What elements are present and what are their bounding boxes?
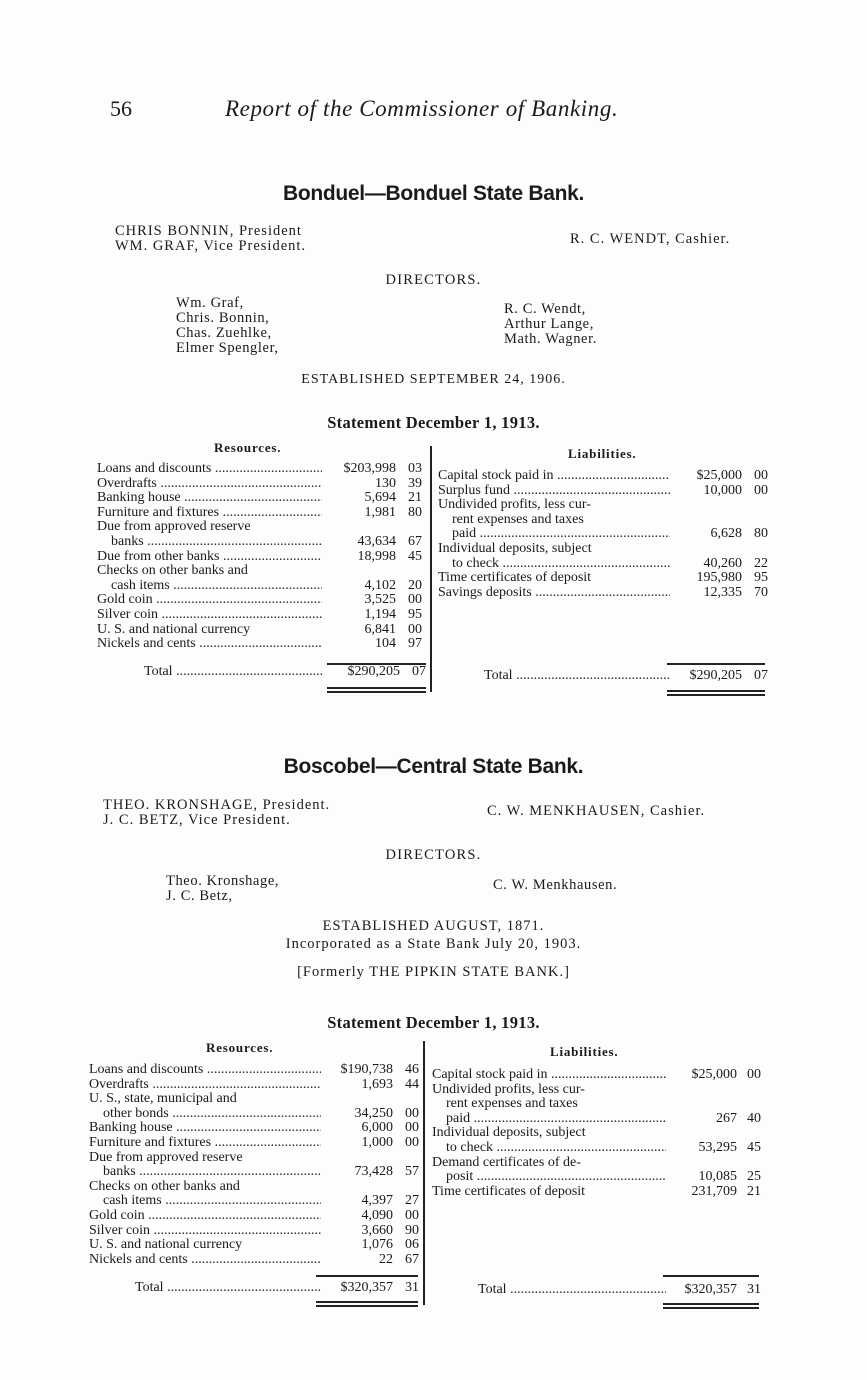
- ledger-label: Undivided profits, less cur-: [438, 498, 591, 513]
- ledger-cents: 00: [754, 482, 768, 498]
- ledger-dollars: [670, 542, 742, 557]
- ledger-cents: 20: [408, 577, 422, 593]
- total-label: Total .....: [432, 1282, 666, 1298]
- ledger-row: [89, 1107, 419, 1122]
- ledger-label: Overdrafts .....: [97, 477, 322, 492]
- ledger-cents: [742, 498, 768, 513]
- ledger-row: [432, 1141, 762, 1156]
- ledger-label: Overdrafts .....: [89, 1078, 321, 1093]
- ledger-label: Silver coin .....: [89, 1224, 321, 1239]
- statement-heading: Statement December 1, 1913.: [327, 1013, 540, 1032]
- ledger-cents: 00: [408, 592, 422, 608]
- ledger-dollars: 6,628: [710, 526, 742, 542]
- ledger-cents: 00: [405, 1105, 419, 1121]
- ledger-row: [89, 1151, 419, 1166]
- ledger-row: [432, 1185, 762, 1200]
- ledger-row: [97, 623, 427, 638]
- ledger-label: Savings deposits .....: [438, 586, 670, 601]
- ledger-cents: 70: [754, 584, 768, 600]
- officer-president: CHRIS BONNIN, President: [115, 223, 302, 239]
- ledger-row: [432, 1170, 762, 1185]
- ledger-dollars: 1,693: [361, 1076, 393, 1092]
- ledger-cents: [393, 1151, 419, 1166]
- ledger-cents: 95: [408, 606, 422, 622]
- ledger-row: [89, 1180, 419, 1195]
- ledger-label: Individual deposits, subject: [438, 541, 592, 556]
- ledger-label: Due from approved reserve: [89, 1150, 243, 1165]
- ledger-row: [438, 586, 768, 601]
- ledger-label: rent expenses and taxes: [452, 512, 584, 527]
- ledger-cents: 67: [405, 1251, 419, 1267]
- total-dollars: $320,357: [340, 1280, 393, 1295]
- ledger-row: [89, 1238, 419, 1253]
- statement-heading: Statement December 1, 1913.: [327, 413, 540, 432]
- ledger-dollars: 18,998: [357, 548, 396, 564]
- ledger-dollars: 1,000: [361, 1134, 393, 1150]
- ledger-label: Gold coin .....: [89, 1209, 321, 1224]
- ledger-row: [438, 542, 768, 557]
- director-name: Chris. Bonnin,: [176, 310, 270, 326]
- directors-heading: DIRECTORS.: [385, 847, 482, 863]
- ledger-row: [89, 1253, 419, 1268]
- total-cents: 31: [405, 1280, 419, 1295]
- resources-total-row: [97, 664, 427, 680]
- ledger-label: cash items .....: [89, 1194, 321, 1209]
- ledger-cents: 00: [405, 1207, 419, 1223]
- ledger-cents: [742, 513, 768, 528]
- ledger-dollars: 1,981: [364, 504, 396, 520]
- ledger-label: Time certificates of deposit: [432, 1184, 586, 1199]
- ledger-cents: 00: [754, 468, 768, 483]
- ledger-cents: 03: [408, 461, 422, 476]
- ledger-label: Checks on other banks and: [97, 564, 248, 579]
- director-name: Math. Wagner.: [504, 331, 597, 347]
- ledger-row: [89, 1136, 419, 1151]
- ledger-label: Furniture and fixtures .....: [89, 1136, 321, 1151]
- ledger-row: [97, 462, 427, 477]
- ledger-label: Capital stock paid in .....: [432, 1068, 666, 1083]
- liabilities-total-row: [432, 1282, 762, 1298]
- ledger-dollars: 73,428: [354, 1164, 393, 1180]
- ledger-row: [89, 1092, 419, 1107]
- ledger-dollars: $203,998: [343, 461, 396, 476]
- ledger-cents: [737, 1097, 761, 1112]
- ledger-dollars: [321, 1180, 393, 1195]
- liabilities-list: [438, 469, 768, 600]
- ledger-row: [97, 550, 427, 565]
- ledger-cents: 97: [408, 636, 422, 652]
- ledger-dollars: [322, 520, 396, 535]
- ledger-dollars: 4,102: [364, 577, 396, 593]
- ledger-dollars: [321, 1092, 393, 1107]
- ledger-row: [97, 564, 427, 579]
- ledger-dollars: 34,250: [354, 1105, 393, 1121]
- double-rule: [667, 694, 765, 696]
- ledger-cents: [396, 520, 422, 535]
- established-line: ESTABLISHED AUGUST, 1871.: [322, 918, 545, 934]
- formerly-line: [Formerly THE PIPKIN STATE BANK.]: [297, 964, 570, 980]
- ledger-cents: 25: [747, 1169, 761, 1185]
- ledger-row: [97, 520, 427, 535]
- ledger-row: [438, 513, 768, 528]
- total-cents: 07: [754, 668, 768, 683]
- ledger-dollars: 104: [375, 636, 396, 652]
- ledger-dollars: 5,694: [364, 490, 396, 506]
- total-dollars: $290,205: [347, 664, 400, 679]
- ledger-dollars: 6,841: [364, 621, 396, 637]
- ledger-row: [89, 1194, 419, 1209]
- ledger-cents: 80: [754, 526, 768, 542]
- officer-vice-president: WM. GRAF, Vice President.: [115, 238, 307, 254]
- ledger-label: Checks on other banks and: [89, 1179, 240, 1194]
- ledger-cents: 00: [405, 1134, 419, 1150]
- ledger-dollars: 1,076: [361, 1237, 393, 1253]
- resources-heading: Resources.: [214, 440, 282, 455]
- directors-left: [176, 296, 279, 356]
- ledger-row: [432, 1112, 762, 1127]
- director-name: C. W. Menkhausen.: [493, 877, 618, 893]
- double-rule: [663, 1303, 759, 1305]
- double-rule: [663, 1307, 759, 1309]
- total-label: Total .....: [89, 1280, 321, 1296]
- ledger-dollars: $190,738: [340, 1062, 393, 1077]
- ledger-cents: 00: [747, 1067, 761, 1082]
- director-name: Wm. Graf,: [176, 295, 244, 311]
- ledger-dollars: 1,194: [364, 606, 396, 622]
- ledger-cents: 80: [408, 504, 422, 520]
- director-name: R. C. Wendt,: [504, 301, 586, 317]
- ledger-label: to check .....: [432, 1141, 666, 1156]
- ledger-row: [89, 1209, 419, 1224]
- directors-heading: DIRECTORS.: [385, 272, 482, 288]
- ledger-cents: 45: [408, 548, 422, 564]
- ledger-label: to check .....: [438, 557, 670, 572]
- director-name: Elmer Spengler,: [176, 340, 279, 356]
- ledger-dollars: 4,397: [361, 1193, 393, 1209]
- ledger-label: U. S. and national currency: [97, 622, 251, 637]
- ledger-label: Banking house .....: [89, 1121, 321, 1136]
- double-rule: [327, 687, 426, 689]
- ledger-row: [438, 484, 768, 499]
- ledger-label: Time certificates of deposit: [438, 571, 592, 586]
- ledger-dollars: [322, 564, 396, 579]
- ledger-row: [89, 1165, 419, 1180]
- ledger-dollars: [670, 513, 742, 528]
- ledger-label: Furniture and fixtures .....: [97, 506, 322, 521]
- ledger-label: paid .....: [438, 527, 670, 542]
- ledger-dollars: 4,090: [361, 1207, 393, 1223]
- ledger-label: Due from approved reserve: [97, 520, 251, 535]
- ledger-label: Loans and discounts .....: [97, 462, 322, 477]
- ledger-cents: 06: [405, 1237, 419, 1253]
- resources-list: [89, 1063, 419, 1267]
- ledger-dollars: 12,335: [703, 584, 742, 600]
- ledger-dollars: 130: [375, 475, 396, 491]
- ledger-label: banks .....: [97, 535, 322, 550]
- ledger-row: [438, 498, 768, 513]
- ledger-label: banks .....: [89, 1165, 321, 1180]
- ledger-row: [432, 1097, 762, 1112]
- ledger-dollars: 40,260: [703, 555, 742, 571]
- ledger-dollars: 267: [716, 1110, 737, 1126]
- ledger-cents: 00: [405, 1120, 419, 1136]
- ledger-label: posit .....: [432, 1170, 666, 1185]
- ledger-label: Due from other banks .....: [97, 550, 322, 565]
- ledger-cents: 90: [405, 1222, 419, 1238]
- ledger-row: [89, 1224, 419, 1239]
- ledger-dollars: 43,634: [357, 533, 396, 549]
- ledger-cents: 27: [405, 1193, 419, 1209]
- total-label: Total .....: [438, 668, 670, 684]
- ledger-cents: 39: [408, 475, 422, 491]
- ledger-dollars: [666, 1083, 737, 1098]
- ledger-row: [97, 477, 427, 492]
- ledger-cents: 67: [408, 533, 422, 549]
- ledger-row: [438, 469, 768, 484]
- ledger-dollars: 195,980: [696, 570, 742, 586]
- ledger-dollars: [321, 1151, 393, 1166]
- director-name: Theo. Kronshage,: [166, 873, 280, 889]
- ledger-dollars: [666, 1156, 737, 1171]
- ledger-dollars: 6,000: [361, 1120, 393, 1136]
- page-number: 56: [110, 96, 132, 121]
- ledger-cents: [737, 1156, 761, 1171]
- ledger-label: Demand certificates of de-: [432, 1155, 581, 1170]
- liabilities-heading: Liabilities.: [568, 446, 637, 461]
- ledger-cents: 22: [754, 555, 768, 571]
- double-rule: [316, 1305, 418, 1307]
- ledger-row: [97, 535, 427, 550]
- ledger-row: [97, 506, 427, 521]
- bank-title-boscobel: Boscobel—Central State Bank.: [283, 755, 584, 778]
- sum-rule: [663, 1275, 759, 1277]
- ledger-dollars: [666, 1097, 737, 1112]
- resources-list: [97, 462, 427, 652]
- ledger-row: [97, 579, 427, 594]
- ledger-label: Loans and discounts .....: [89, 1063, 321, 1078]
- ledger-label: other bonds .....: [89, 1107, 321, 1122]
- directors-right: [493, 878, 617, 893]
- ledger-row: [97, 608, 427, 623]
- total-dollars: $320,357: [684, 1282, 737, 1297]
- liabilities-heading: Liabilities.: [550, 1044, 619, 1059]
- ledger-label: paid .....: [432, 1112, 666, 1127]
- ledger-dollars: 10,085: [698, 1169, 737, 1185]
- officer-cashier: R. C. WENDT, Cashier.: [570, 231, 731, 247]
- ledger-label: Nickels and cents .....: [89, 1253, 321, 1268]
- ledger-cents: 21: [747, 1183, 761, 1199]
- ledger-cents: [737, 1083, 761, 1098]
- resources-total-row: [89, 1280, 419, 1296]
- ledger-row: [432, 1156, 762, 1171]
- running-head: Report of the Commissioner of Banking.: [225, 96, 619, 121]
- ledger-label: U. S., state, municipal and: [89, 1092, 237, 1107]
- ledger-label: Banking house .....: [97, 491, 322, 506]
- ledger-cents: 40: [747, 1110, 761, 1126]
- ledger-cents: 95: [754, 570, 768, 586]
- ledger-dollars: 231,709: [691, 1183, 737, 1199]
- ledger-label: Silver coin .....: [97, 608, 322, 623]
- incorporated-line: Incorporated as a State Bank July 20, 1903.: [285, 936, 582, 952]
- ledger-cents: [742, 542, 768, 557]
- double-rule: [316, 1301, 418, 1303]
- ledger-cents: 46: [405, 1062, 419, 1077]
- established-line: ESTABLISHED SEPTEMBER 24, 1906.: [301, 372, 566, 387]
- ledger-label: Gold coin .....: [97, 593, 322, 608]
- ledger-cents: 57: [405, 1164, 419, 1180]
- total-dollars: $290,205: [689, 668, 742, 683]
- column-divider: [430, 446, 432, 692]
- ledger-row: [432, 1068, 762, 1083]
- ledger-cents: 21: [408, 490, 422, 506]
- ledger-row: [432, 1126, 762, 1141]
- ledger-label: U. S. and national currency: [89, 1238, 243, 1253]
- ledger-label: Surplus fund .....: [438, 484, 670, 499]
- officer-president: THEO. KRONSHAGE, President.: [103, 797, 331, 813]
- ledger-label: cash items .....: [97, 579, 322, 594]
- total-cents: 07: [412, 664, 426, 679]
- liabilities-list: [432, 1068, 762, 1199]
- column-divider: [423, 1041, 425, 1305]
- ledger-dollars: 53,295: [698, 1139, 737, 1155]
- ledger-row: [438, 527, 768, 542]
- ledger-cents: [396, 564, 422, 579]
- ledger-label: Individual deposits, subject: [432, 1126, 586, 1141]
- double-rule: [667, 690, 765, 692]
- ledger-cents: 00: [408, 621, 422, 637]
- ledger-dollars: $25,000: [691, 1067, 737, 1082]
- ledger-cents: 44: [405, 1076, 419, 1092]
- ledger-label: Undivided profits, less cur-: [432, 1082, 585, 1097]
- ledger-dollars: [666, 1126, 737, 1141]
- ledger-row: [97, 593, 427, 608]
- ledger-row: [89, 1063, 419, 1078]
- director-name: J. C. Betz,: [166, 888, 233, 904]
- ledger-dollars: 22: [379, 1251, 393, 1267]
- liabilities-total-row: [438, 668, 768, 684]
- officer-cashier: C. W. MENKHAUSEN, Cashier.: [487, 803, 706, 819]
- ledger-dollars: 3,660: [361, 1222, 393, 1238]
- total-cents: 31: [747, 1282, 761, 1297]
- ledger-cents: 45: [747, 1139, 761, 1155]
- double-rule: [327, 691, 426, 693]
- sum-rule: [316, 1275, 418, 1277]
- ledger-dollars: $25,000: [696, 468, 742, 483]
- sum-rule: [667, 663, 765, 665]
- ledger-row: [97, 637, 427, 652]
- officer-vice-president: J. C. BETZ, Vice President.: [103, 812, 291, 828]
- ledger-row: [97, 491, 427, 506]
- ledger-cents: [393, 1180, 419, 1195]
- ledger-label: rent expenses and taxes: [446, 1097, 578, 1112]
- ledger-dollars: 10,000: [703, 482, 742, 498]
- ledger-row: [438, 557, 768, 572]
- ledger-row: [438, 571, 768, 586]
- ledger-dollars: [670, 498, 742, 513]
- bank-title-bonduel: Bonduel—Bonduel State Bank.: [282, 182, 585, 205]
- resources-heading: Resources.: [206, 1040, 274, 1055]
- directors-right: [504, 302, 597, 347]
- ledger-cents: [393, 1092, 419, 1107]
- total-label: Total .....: [97, 664, 322, 680]
- ledger-row: [89, 1121, 419, 1136]
- director-name: Arthur Lange,: [504, 316, 594, 332]
- ledger-cents: [737, 1126, 761, 1141]
- director-name: Chas. Zuehlke,: [176, 325, 272, 341]
- ledger-dollars: 3,525: [364, 592, 396, 608]
- ledger-row: [89, 1078, 419, 1093]
- ledger-label: Capital stock paid in .....: [438, 469, 670, 484]
- ledger-label: Nickels and cents .....: [97, 637, 322, 652]
- ledger-row: [432, 1083, 762, 1098]
- directors-left: [166, 874, 279, 904]
